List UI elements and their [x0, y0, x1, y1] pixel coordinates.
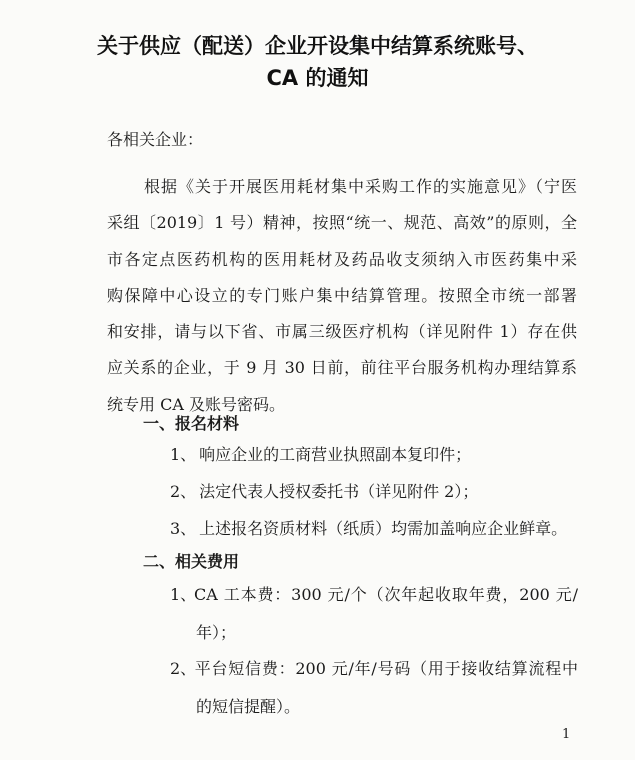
item-text-continued: 年）； [196, 623, 237, 642]
item-number: 2、 [170, 659, 197, 678]
paragraph-line: 统专用 CA 及账号密码。 [107, 394, 285, 414]
paragraph-line: 和安排，请与以下省、市属三级医疗机构（详见附件 1）存在供 [107, 322, 577, 342]
title-line-1: 关于供应（配送）企业开设集中结算系统账号、 [97, 34, 538, 58]
salutation: 各相关企业： [107, 130, 204, 149]
section-heading-fees: 二、相关费用 [143, 552, 240, 571]
paragraph-line: 采组〔2019〕1 号）精神，按照“统一、规范、高效”的原则，全 [107, 213, 577, 233]
title-line-2: CA 的通知 [266, 66, 369, 90]
list-item [170, 436, 578, 474]
paragraph-line: 市各定点医药机构的医用耗材及药品收支须纳入市医药集中采 [107, 249, 577, 269]
body-paragraph [107, 169, 577, 423]
document-title [40, 30, 595, 94]
list-item [170, 473, 578, 511]
list-item [170, 510, 578, 548]
item-text: 法定代表人授权委托书（详见附件 2）； [199, 482, 479, 501]
item-number: 3、 [170, 519, 197, 538]
item-text: 上述报名资质材料（纸质）均需加盖响应企业鲜章。 [199, 519, 568, 538]
list-item [170, 650, 578, 726]
item-text-continued: 的短信提醒）。 [196, 697, 301, 716]
item-number: 1、 [170, 585, 197, 604]
item-number: 1、 [170, 445, 197, 464]
paragraph-line: 购保障中心设立的专门账户集中结算管理。按照全市统一部署 [107, 285, 577, 305]
section-heading-materials: 一、报名材料 [143, 414, 240, 433]
item-number: 2、 [170, 482, 197, 501]
page-number: 1 [562, 727, 571, 742]
paragraph-line: 根据《关于开展医用耗材集中采购工作的实施意见》（宁医 [144, 177, 577, 196]
list-item [170, 576, 578, 652]
item-text: CA 工本费：300 元/个（次年起收取年费，200 元/ [194, 585, 578, 604]
paragraph-line: 应关系的企业，于 9 月 30 日前，前往平台服务机构办理结算系 [107, 358, 577, 378]
item-text: 响应企业的工商营业执照副本复印件； [199, 445, 472, 464]
item-text: 平台短信费：200 元/年/号码（用于接收结算流程中 [194, 659, 578, 678]
